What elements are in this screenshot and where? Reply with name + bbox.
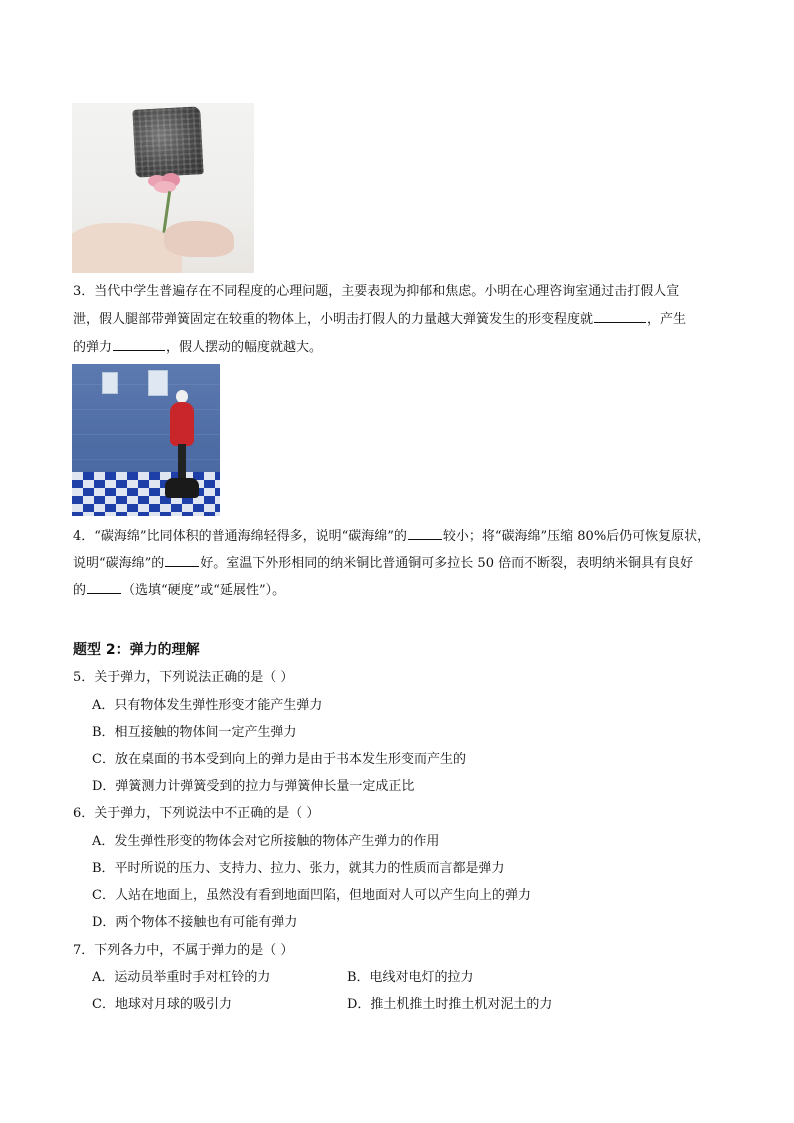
q6-option-c[interactable]: C．人站在地面上，虽然没有看到地面凹陷，但地面对人可以产生向上的弹力 xyxy=(92,888,531,903)
wall-poster xyxy=(148,370,168,396)
q4-line-3: 的 （选填“硬度”或“延展性”）。 xyxy=(73,580,285,601)
q5-option-d[interactable]: D．弹簧测力计弹簧受到的拉力与弹簧伸长量一定成正比 xyxy=(92,779,415,794)
q4-line-1: 4．“碳海绵”比同体积的普通海绵轻得多，说明“碳海绵”的 较小；将“碳海绵”压缩 80%后仍可恢复原状， xyxy=(73,526,710,547)
answer-blank[interactable] xyxy=(594,309,646,323)
q6-option-a[interactable]: A．发生弹性形变的物体会对它所接触的物体产生弹力的作用 xyxy=(92,834,440,849)
wall-poster xyxy=(102,372,118,394)
dummy-body xyxy=(170,402,194,446)
q6-stem: 6．关于弹力，下列说法中不正确的是（ ） xyxy=(73,806,320,821)
section-title: 题型 2：弹力的理解 xyxy=(73,642,200,658)
carbon-sponge-flower-photo xyxy=(72,103,254,273)
q5-stem: 5．关于弹力，下列说法正确的是（ ） xyxy=(73,670,294,685)
flower-petal xyxy=(154,181,176,193)
q6-option-b[interactable]: B．平时所说的压力、支持力、拉力、张力，就其力的性质而言都是弹力 xyxy=(92,861,505,876)
q5-option-a[interactable]: A．只有物体发生弹性形变才能产生弹力 xyxy=(92,698,323,713)
q7-option-a[interactable]: A．运动员举重时手对杠铃的力 xyxy=(92,970,271,985)
carbon-sponge xyxy=(132,106,203,177)
punching-dummy-photo xyxy=(72,364,220,516)
q3-line-1: 3．当代中学生普遍存在不同程度的心理问题，主要表现为抑郁和焦虑。小明在心理咨询室通过击打假人宣 xyxy=(73,284,680,299)
dummy-base xyxy=(165,478,199,498)
answer-blank[interactable] xyxy=(113,337,165,351)
answer-blank[interactable] xyxy=(408,526,442,540)
answer-blank[interactable] xyxy=(165,553,199,567)
q5-option-c[interactable]: C．放在桌面的书本受到向上的弹力是由于书本发生形变而产生的 xyxy=(92,752,466,767)
q3-line-2: 泄，假人腿部带弹簧固定在较重的物体上，小明击打假人的力量越大弹簧发生的形变程度就 ，产生 xyxy=(73,309,686,330)
answer-blank[interactable] xyxy=(87,580,121,594)
q7-option-d[interactable]: D．推土机推土时推土机对泥土的力 xyxy=(347,997,553,1012)
q7-option-c[interactable]: C．地球对月球的吸引力 xyxy=(92,997,232,1012)
q6-option-d[interactable]: D．两个物体不接触也有可能有弹力 xyxy=(92,915,298,930)
q4-line-2: 说明“碳海绵”的 好。室温下外形相同的纳米铜比普通铜可多拉长 50 倍而不断裂，表明纳米铜具有良好 xyxy=(73,553,693,574)
hand-thumb xyxy=(164,221,234,257)
q5-option-b[interactable]: B．相互接触的物体间一定产生弹力 xyxy=(92,725,297,740)
q7-option-b[interactable]: B．电线对电灯的拉力 xyxy=(347,970,474,985)
q7-stem: 7．下列各力中，不属于弹力的是（ ） xyxy=(73,943,294,958)
q3-line-3: 的弹力 ，假人摆动的幅度就越大。 xyxy=(73,337,322,358)
